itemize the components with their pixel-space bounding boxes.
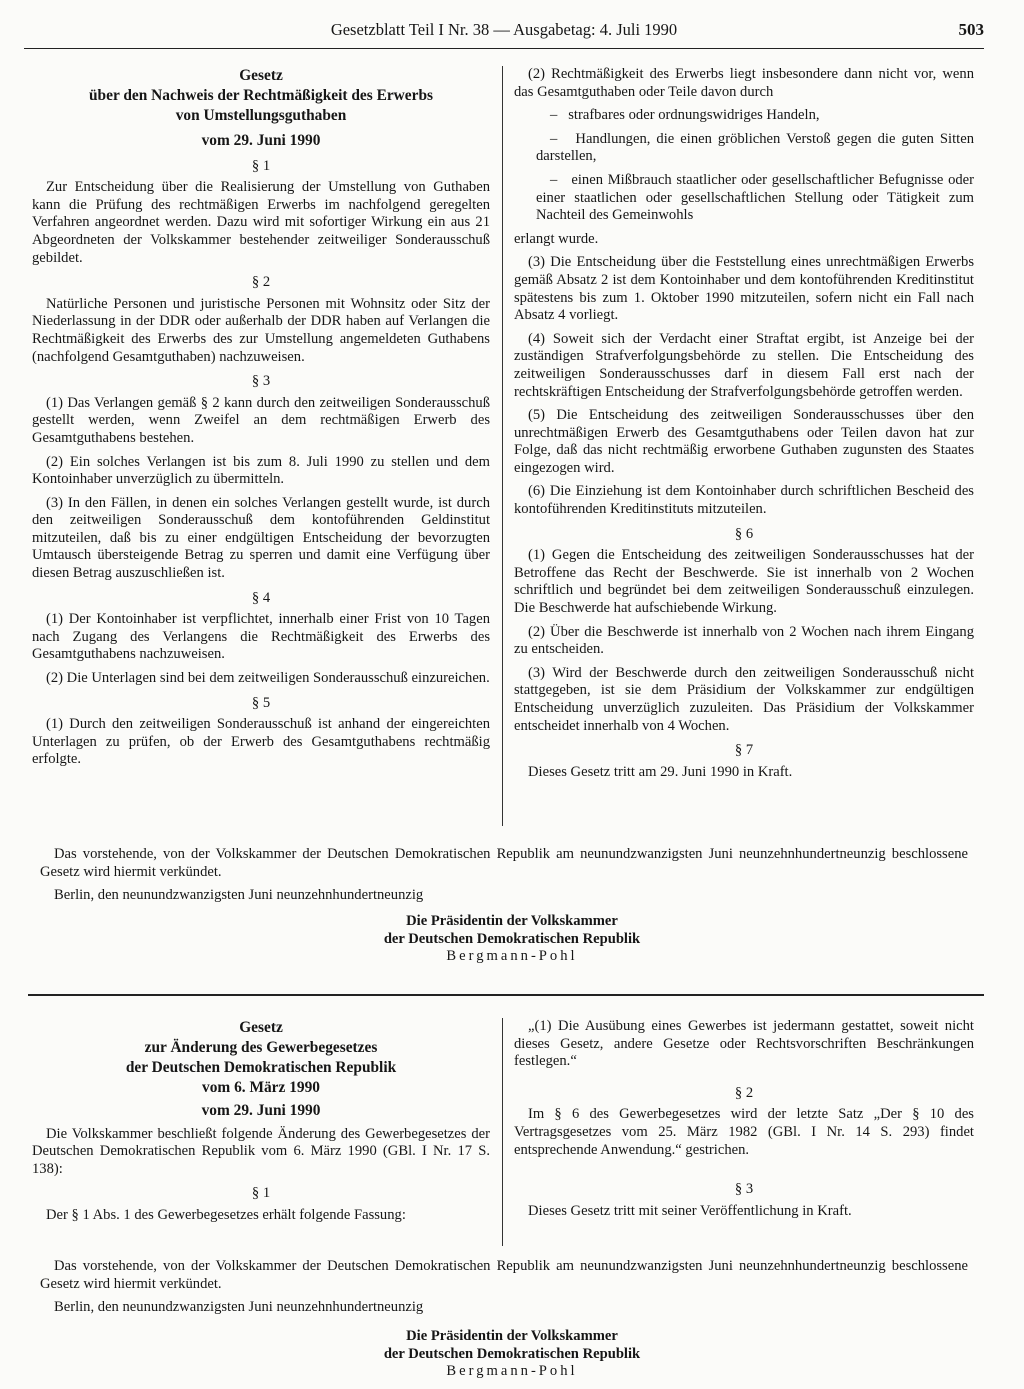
signature-line: der Deutschen Demokratischen Republik bbox=[383, 1345, 641, 1362]
law1-section-3-para-2: (2) Ein solches Verlangen ist bis zum 8. Juli 1990 zu stellen und dem Kontoinhaber unverzüglich zu übermitteln. bbox=[32, 453, 490, 488]
law2-signature bbox=[0, 1328, 1024, 1381]
list-item: – Handlungen, die einen gröblichen Verstoß gegen die guten Sitten darstellen, bbox=[536, 130, 974, 165]
column-divider bbox=[502, 1018, 503, 1246]
law1-section-4-para-1: (1) Der Kontoinhaber ist verpflichtet, innerhalb einer Frist von 10 Tagen nach Zugang des Verlangens die Rechtmäßigkeit des Erwerbs des Gesamtguthabens nachzuweisen. bbox=[32, 611, 490, 663]
law1-section-5-para-2-intro: (2) Rechtmäßigkeit des Erwerbs liegt insbesondere dann nicht vor, wenn das Gesamtguthaben oder Teile davon durch bbox=[514, 66, 974, 100]
list-item: – einen Mißbrauch staatlicher oder gesellschaftlicher Befugnisse oder einer staatlichen oder gesellschaftlichen Stellung oder Tätigkeit zum Nachteil des Gemeinwohls bbox=[536, 171, 974, 224]
law1-section-3-para-3: (3) In den Fällen, in denen ein solches Verlangen gestellt wurde, ist durch den zeitweiligen Sonderausschuß dem kontoführenden Geldinstitut mitzuteilen, daß bis zu einer endgültigen Entscheidung der bevorzugten Umtausch übersteigende Betrag zu sperren und damit eine Verfügung über diesen Betrag auszuschließen ist. bbox=[32, 494, 490, 582]
law1-section-4-para-2: (2) Die Unterlagen sind bei dem zeitweiligen Sonderausschuß einzureichen. bbox=[46, 670, 490, 687]
signatory-name: Bergmann-Pohl bbox=[446, 948, 578, 965]
law1-section-7-heading: § 7 bbox=[734, 742, 754, 759]
law1-section-5-para-6: (6) Die Einziehung ist dem Kontoinhaber durch schriftlichen Bescheid des kontoführenden Kreditinstituts mitzuteilen. bbox=[514, 483, 974, 518]
signature-line: Die Präsidentin der Volkskammer bbox=[406, 913, 618, 929]
law1-place-date: Berlin, den neunundzwanzigsten Juni neunzehnhundertneunzig bbox=[54, 887, 424, 904]
law1-section-5-para-4: (4) Soweit sich der Verdacht einer Straftat ergibt, ist Anzeige bei der zuständigen Strafverfolgungsbehörde zu stellen. Die Entscheidung des zeitweiligen Sonderausschusses darf in diesem Fall erst nach der rechtskräftigen Entscheidung der Strafverfolgungsbehörde getroffen werden. bbox=[514, 330, 974, 400]
law2-title-line: der Deutschen Demokratischen Republik bbox=[125, 1059, 397, 1076]
law2-title bbox=[32, 1018, 490, 1098]
law1-section-6-para-3: (3) Wird der Beschwerde durch den zeitweiligen Sonderausschuß nicht stattgegeben, ist sie dem Präsidium der Volkskammer zur endgültigen Entscheidung unverzüglich zuzuleiten. Das Präsidium der Volkskammer entscheidet innerhalb von 4 Wochen. bbox=[514, 664, 974, 734]
law1-section-1-heading: § 1 bbox=[251, 157, 271, 174]
law1-section-6-para-1: (1) Gegen die Entscheidung des zeitweiligen Sonderausschusses hat der Betroffene das Recht der Beschwerde. Sie ist innerhalb von 2 Wochen schriftlich und begründet bei dem zeitweiligen Sonderausschuß einzulegen. Die Beschwerde hat aufschiebende Wirkung. bbox=[514, 547, 974, 617]
law1-title-line: Gesetz bbox=[239, 67, 283, 84]
law1-section-3-heading: § 3 bbox=[251, 373, 271, 390]
list-item-text: einen Mißbrauch staatlicher oder gesellschaftlicher Befugnisse oder einer staatlichen oder gesellschaftlichen Stellung oder Tätigkeit zum Nachteil des Gemeinwohls bbox=[536, 171, 974, 224]
law1-section-6-para-2: (2) Über die Beschwerde ist innerhalb von 2 Wochen nach ihrem Eingang zu entscheiden. bbox=[514, 623, 974, 658]
law2-section-1-quote: „(1) Die Ausübung eines Gewerbes ist jedermann gestattet, soweit nicht dieses Gesetz, andere Gesetze oder Rechtsvorschriften Beschränkungen festlegen.“ bbox=[514, 1018, 974, 1070]
law2-promulgation: Das vorstehende, von der Volkskammer der Deutschen Demokratischen Republik am neunundzwanzigsten Juni neunzehnhundertneunzig beschlossene Gesetz wird hiermit verkündet. bbox=[40, 1258, 968, 1292]
law1-date: vom 29. Juni 1990 bbox=[201, 132, 321, 149]
law2-section-1-heading: § 1 bbox=[251, 1185, 271, 1202]
law2-promulgation-block bbox=[40, 1258, 968, 1323]
list-item-text: Handlungen, die einen gröblichen Verstoß gegen die guten Sitten darstellen, bbox=[536, 130, 974, 165]
law2-section-3-text: Dieses Gesetz tritt mit seiner Veröffentlichung in Kraft. bbox=[528, 1202, 852, 1219]
law1-signature bbox=[0, 913, 1024, 966]
page-header bbox=[24, 18, 984, 49]
running-title: Gesetzblatt Teil I Nr. 38 — Ausgabetag: 4. Juli 1990 bbox=[330, 20, 678, 39]
law1-title-line: über den Nachweis der Rechtmäßigkeit des Erwerbs bbox=[89, 87, 433, 104]
signature-line: Die Präsidentin der Volkskammer bbox=[406, 1328, 618, 1344]
list-item: – strafbares oder ordnungswidriges Handeln, bbox=[550, 107, 820, 124]
law2-right-column bbox=[514, 1018, 974, 1226]
law1-section-5-para-3: (3) Die Entscheidung über die Feststellung eines unrechtmäßigen Erwerbs gemäß Absatz 2 ist dem Kontoinhaber und dem kontoführenden Kreditinstitut spätestens bis zum 1. Oktober 1990 mitzuteilen, sofern nicht ein Fall nach Absatz 4 vorliegt. bbox=[514, 254, 974, 324]
law2-title-line: Gesetz bbox=[239, 1019, 283, 1036]
law2-title-line: zur Änderung des Gewerbegesetzes bbox=[144, 1039, 378, 1056]
law2-section-1-text: Der § 1 Abs. 1 des Gewerbegesetzes erhält folgende Fassung: bbox=[46, 1206, 406, 1223]
page-number: 503 bbox=[958, 20, 984, 39]
law1-title-line: von Umstellungsguthaben bbox=[175, 107, 347, 124]
law1-section-3-para-1: (1) Das Verlangen gemäß § 2 kann durch den zeitweiligen Sonderausschuß gestellt werden, wenn Zweifel an dem rechtmäßigen Erwerb des Gesamtguthabens bestehen. bbox=[32, 394, 490, 446]
law1-promulgation: Das vorstehende, von der Volkskammer der Deutschen Demokratischen Republik am neunundzwanzigsten Juni neunzehnhundertneunzig beschlossene Gesetz wird hiermit verkündet. bbox=[40, 846, 968, 880]
law1-section-5-para-5: (5) Die Entscheidung des zeitweiligen Sonderausschusses über den unrechtmäßigen Erwerb des Gesamtguthabens oder Teilen davon hat zur Folge, daß das nicht rechtmäßig erworbene Guthaben zugunsten des Staates eingezogen wird. bbox=[514, 407, 974, 476]
law2-title-line: vom 6. März 1990 bbox=[202, 1079, 320, 1096]
law1-section-5-para-2-end: erlangt wurde. bbox=[514, 230, 599, 247]
law2-section-2-heading: § 2 bbox=[734, 1084, 754, 1101]
law1-section-2-text: Natürliche Personen und juristische Personen mit Wohnsitz oder Sitz der Niederlassung in der DDR oder außerhalb der DDR haben auf Verlangen die Rechtmäßigkeit des Erwerbs des zur Umstellung angemeldeten Guthabens (nachfolgend Gesamtguthaben) nachzuweisen. bbox=[32, 295, 490, 365]
law1-section-4-heading: § 4 bbox=[251, 589, 271, 606]
law1-title bbox=[32, 66, 490, 126]
law1-section-5-para-1: (1) Durch den zeitweiligen Sonderausschuß ist anhand der eingereichten Unterlagen zu prüfen, ob der Erwerb des Gesamtguthabens rechtmäßig erfolgte. bbox=[32, 716, 490, 768]
signature-line: der Deutschen Demokratischen Republik bbox=[383, 930, 641, 947]
list-item-text: strafbares oder ordnungswidriges Handeln, bbox=[568, 107, 820, 124]
law2-section-3-heading: § 3 bbox=[734, 1181, 754, 1198]
law2-place-date: Berlin, den neunundzwanzigsten Juni neunzehnhundertneunzig bbox=[54, 1299, 424, 1316]
signatory-name: Bergmann-Pohl bbox=[446, 1363, 578, 1380]
law2-date: vom 29. Juni 1990 bbox=[201, 1102, 321, 1119]
law1-right-column bbox=[514, 66, 974, 787]
law2-section-2-text: Im § 6 des Gewerbegesetzes wird der letzte Satz „Der § 10 des Vertragsgesetzes vom 25. März 1982 (GBl. I Nr. 14 S. 293) findet entsprechende Anwendung.“ gestrichen. bbox=[514, 1106, 974, 1158]
law2-left-column bbox=[32, 1018, 490, 1231]
column-divider bbox=[502, 66, 503, 826]
law1-section-5-heading: § 5 bbox=[251, 694, 271, 711]
law1-promulgation-block bbox=[40, 846, 968, 911]
law1-section-6-heading: § 6 bbox=[734, 525, 754, 542]
law-separator bbox=[28, 994, 984, 996]
law1-section-1-text: Zur Entscheidung über die Realisierung der Umstellung von Guthaben kann die Prüfung des rechtmäßigen Erwerbs im nachfolgend geregelten Verfahren angeordnet werden. Dazu wird mit sofortiger Wirkung ein aus 21 Abgeordneten der Volkskammer bestehender zeitweiliger Sonderausschuß gebildet. bbox=[32, 179, 490, 266]
law2-intro: Die Volkskammer beschließt folgende Änderung des Gewerbegesetzes der Deutschen Demokratischen Republik vom 6. März 1990 (GBl. I Nr. 17 S. 138): bbox=[32, 1125, 490, 1177]
law1-section-2-heading: § 2 bbox=[251, 274, 271, 291]
law1-left-column bbox=[32, 66, 490, 775]
law1-section-7-text: Dieses Gesetz tritt am 29. Juni 1990 in Kraft. bbox=[528, 763, 793, 780]
